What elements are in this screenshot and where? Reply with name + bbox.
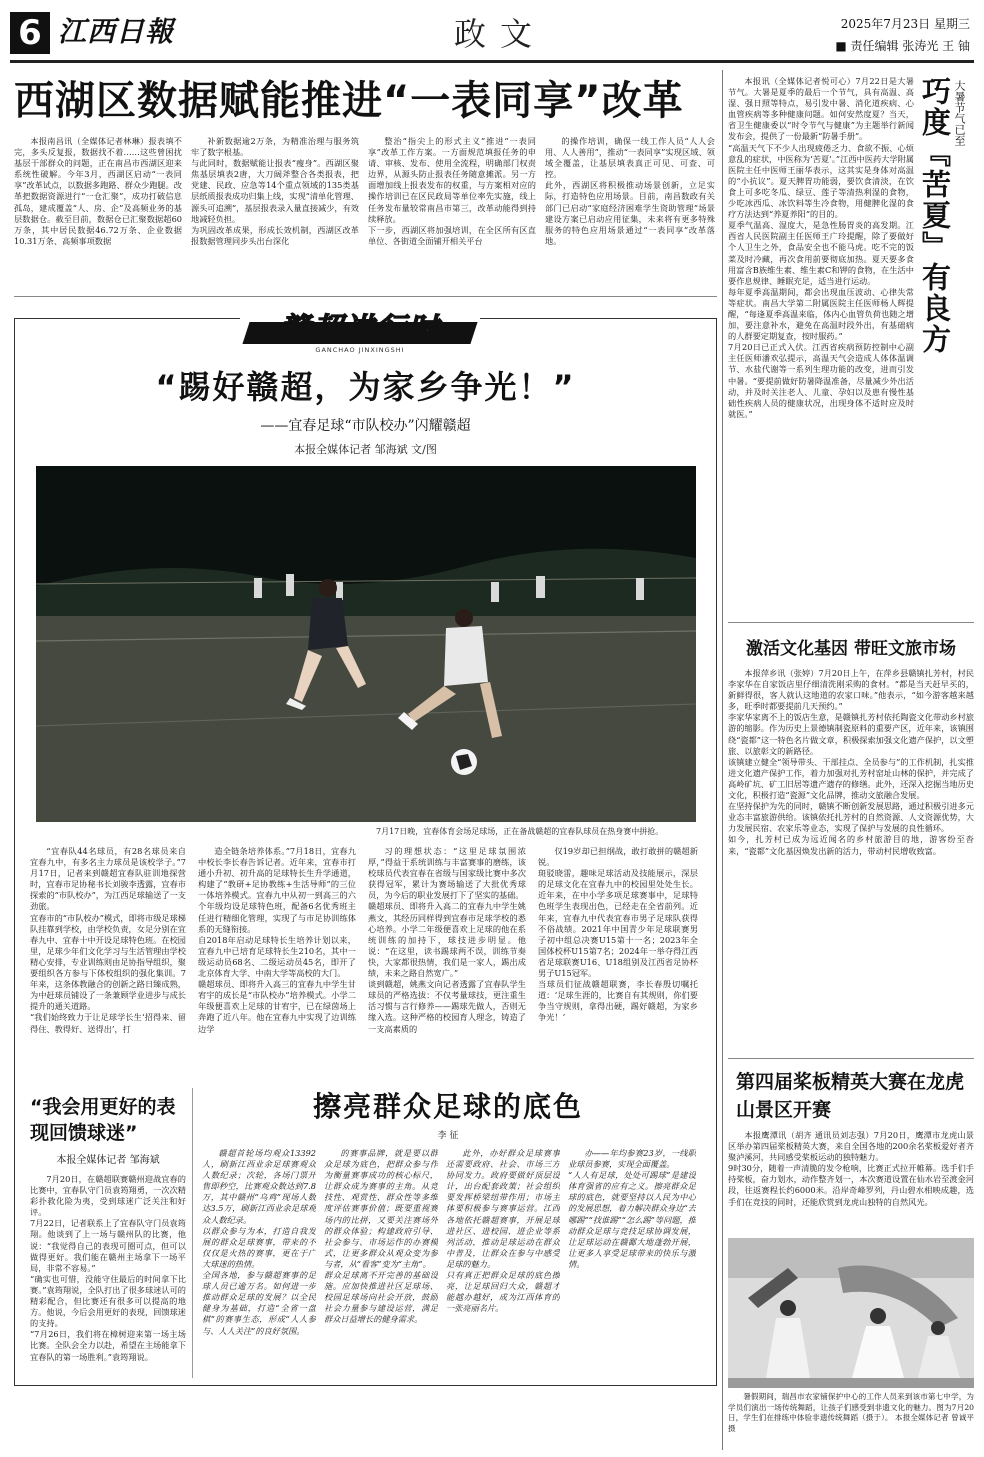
bottom-photo-caption: 暑假期间，瑞昌市农家铺保护中心的工作人员来到该市第七中学，为学员们演出一场传统舞蹈，让孩子们感受到非遗文化的魅力。图为7月20日，学生们在排练中体验非遗传统舞蹈（摄于）。 本报全媒体记者 曾诚平摄 <box>728 1392 974 1433</box>
sidebar-headline: “我会用更好的表现回馈球迷” <box>30 1096 176 1144</box>
culture-body: 本报萍乡讯（张婷）7月20日上午，在萍乡县赣镇扎芳村，村民李家华在自家饭店里仔细清洗刚采购的食材。“都是当天赶早买的，新鲜得很，客人就认这地道的农家口味。”他表示，“如今游客越来越多，旺季时都要提前几天预约。” 李家华家离不上的饭店生意，是赣镇扎芳村依托陶瓷文化带动乡村旅游的缩影。作为历史上景德镇制瓷原料的重要产区，近年来，该镇围绕“瓷都”这一特色名片做文章，积极探索加强文化遗产保护，以文塑旅、以旅彰文的新路径。 该镇建立健全“领导带头、干部挂点、全员参与”的工作机制，扎实推进文化遗产保护工作，着力加强对扎芳村窑址山林的保护，并完成了高岭矿坑、矿工旧居等遗产遗存的修缮。此外，还深入挖掘当地历史文化，积极打造“瓷源”文化品牌，推动文旅融合发展。 在坚持保护为先的同时，赣镇不断创新发展思路，通过积极引进多元业态丰富旅游供给。该镇依托扎芳村的自然资源、人文资源优势，大力发展民宿、农家乐等业态，实现了保护与发展的良性循环。 如今，扎芳村已成为远近闻名的乡村旅游目的地，游客纷至沓来，“瓷都”文化基因焕发出新的活力，带动村民增收致富。 <box>728 668 974 856</box>
sidebar-body: 7月20日，在赣超联赛赣州迎战宜春的比赛中，宜春队守门员袁筠翔勇，一次次精彩扑救化险为夷，受到球迷广泛关注和好评。 7月22日，记者联系上了宜春队守门员袁筠翔。他谈到了上一场与赣州队的比赛，他说：“我觉得自己的表现可圈可点，但可以做得更好。我们能在赣州主场拿下一场平局，非常不容易。” “确实也可惜，没能守住最后的时间拿下比赛。”袁筠翔说，全队打出了很多球迷认可的精彩配合，但比赛还有很多可以提高的地方。他说，今后会用更好的表现，回馈球迷的支持。 “7月26日，我们将在樟树迎来第一场主场比赛。全队会全力以赴，希望在主场能拿下宜春队的第一场胜利。”袁筠翔说。 <box>30 1174 186 1362</box>
vertical-divider <box>722 70 723 1450</box>
essay-column-2: 的赛事品牌，就是要以群众足球为底色，把群众参与作为衡量赛事成功的核心标尺，让群众成为赛事的主角。从竞技性、观赏性、群众性等多维度评估赛事价值；既要重视赛场内的比拼，又要关注赛场外的群众体验；构建政府引导、社会参与、市场运作的办赛模式，让更多群众从观众变为参与者，从“看客”变为“主角”。 群众足球离不开完善的基础设施。应加快推进社区足球场、校园足球场向社会开放，鼓励社会力量参与建设运营，满足群众日益增长的健身需求。 <box>324 1148 438 1325</box>
right-rule-1 <box>728 622 974 623</box>
lead-bottom-rule <box>14 296 717 297</box>
dance-scene-illustration <box>728 1238 974 1388</box>
sidebar-byline: 本报全媒体记者 邹海斌 <box>56 1155 160 1166</box>
feature-byline: 本报全媒体记者 邹海斌 文/图 <box>294 443 437 456</box>
section-title: 政文 <box>453 15 546 53</box>
photo-caption: 7月17日晚，宜春体育会场足球场，正在备战赣超的宜春队球员在热身赛中拼抢。 <box>376 827 664 836</box>
lead-headline: 西湖区数据赋能推进“一表同享”改革 <box>14 78 684 124</box>
feature-headline: “踢好赣超，为家乡争光！” <box>155 368 576 406</box>
essay-column-1: 赣超首轮场均观众13392人，刷新江西业余足球赛观众人数纪录；次轮，各场门票开售即秒空，比赛观众数达到7.8万，其中赣州“乌鸡”现场人数达3.5万，刷新江西业余足球观众人数纪录。 以群众参与为本，打造自我发展的群众足球赛事，带来的不仅仅是火热的赛事，更在于广大球迷的热情。 全国各地，参与赣超赛事的足球人员已逾万名。如何进一步推动群众足球的发展？以全民健身为基础，打造“全省一盘棋”的赛事生态，形成“人人参与、人人关注”的良好氛围。 <box>202 1148 316 1336</box>
essay-column-4: 办——年均参赛23岁，一线职业球员参赛，实现全面覆盖。 “人人有足球，处处可踢球”是建设体育强省的应有之义。擦亮群众足球的底色，就要坚持以人民为中心的发展思想，着力解决群众身边“去哪踢”“找谁踢”“怎么踢”等问题，推动群众足球与竞技足球协调发展，让足球运动在赣鄱大地蓬勃开展，让更多人享受足球带来的快乐与激情。 <box>568 1148 696 1269</box>
kicker-text: 大暑节气已至 <box>953 80 966 146</box>
competition-headline: 第四届桨板精英大赛在龙虎山景区开赛 <box>736 1071 965 1121</box>
feature-banner <box>240 310 480 356</box>
essay-column-3: 此外，办好群众足球赛事还需要政府、社会、市场三方协同发力。政府要做好顶层设计，出台配套政策；社会组织要发挥桥梁纽带作用；市场主体要积极参与赛事运营。江西各地依托赣超赛事，开展足球进社区、进校园、进企业等系列活动，推动足球运动在群众中普及，让群众在参与中感受足球的魅力。 只有真正把群众足球的底色擦亮，让足球回归大众，赣超才能越办越好，成为江西体育的一张亮丽名片。 <box>446 1148 560 1314</box>
feature-subheadline: ——宜春足球“市队校办”闪耀赣超 <box>260 418 471 434</box>
right-headline-text: 巧度『苦夏』有良方 <box>918 76 952 355</box>
lead-column-1: 本报南昌讯（全媒体记者林琳）报表填不完，多头反复报，数据找不着……这些曾困扰基层干部群众的问题，正在南昌市西湖区迎来系统性破解。今年3月，西湖区启动“一表同享”改革试点，以数据多跑路、群众少跑腿。改革把数据资源进行“一仓汇聚”，成功打破信息孤岛，建成覆盖“人、房、企”及高频业务的基层数据仓。截至目前，数据仓已汇聚数据超60万条，其中居民数据46.72万条、企业数据10.31万条、高频事项数据 <box>14 136 182 246</box>
football-scene-illustration <box>36 466 696 822</box>
banner-pinyin: GANCHAO JINXINGSHI <box>315 346 405 354</box>
right-feature-kicker <box>952 80 968 146</box>
paper-name: 江西日報 <box>58 15 175 48</box>
competition-body: 本报鹰潭讯（胡齐 通讯员刘志强）7月20日，鹰潭市龙虎山景区举办第四届桨板精英大赛，来自全国各地的200余名桨板爱好者齐聚泸溪河，共同感受桨板运动的独特魅力。 9时30分，随着一声清脆的发令枪响，比赛正式拉开帷幕。选手们手持桨板，奋力划水，动作整齐划一，本次赛道设置在仙水岩至渡金河段，往返赛程长约6000米。沿岸奇峰罗列，丹山碧水相映成趣，选手们在竞技的同时，还能欣赏到龙虎山独特的自然风光。 <box>728 1130 974 1207</box>
masthead-rule <box>10 60 974 63</box>
right-feature-headline <box>918 76 952 355</box>
essay-author: 李 征 <box>437 1131 459 1141</box>
football-photo <box>36 466 696 822</box>
ball <box>451 749 477 775</box>
editor-line: ■ 责任编辑 张涛光 王 铀 <box>835 39 970 53</box>
essay-divider <box>192 1088 193 1378</box>
feature-column-2: 造全链条培养体系。”7月18日，宜春九中校长李长春告诉记者。近年来，宜春市打通小升初、初升高的足球特长生升学通道，构建了“教研+足协教练+生活导师”的三位一体培养模式。宜春九中从初一到高三的六个年级均设足球特色班，配备6名优秀班主任进行精细化管理，实现了与市足协训练体系的无缝衔接。 自2018年启动足球特长生培养计划以来，宜春九中已培育足球特长生210名，其中一级运动员68名、二级运动员45名，即开了北京体育大学、中南大学等高校的大门。 赣超球员、即将升入高三的宜春九中学生甘宥宇的成长是“市队校办”培养模式。小学二年级便喜欢上足球的甘宥宇，已在绿茵场上奔跑了近八年。他在宜春九中实现了边训练边学 <box>198 846 356 1034</box>
banner-title: 赣超进行时 <box>280 312 440 347</box>
dance-photo <box>728 1238 974 1388</box>
page-number-box <box>10 12 50 54</box>
right-rule-2 <box>728 1058 974 1059</box>
essay-headline: 擦亮群众足球的底色 <box>312 1090 583 1123</box>
culture-headline: 激活文化基因 带旺文旅市场 <box>746 639 956 659</box>
lead-column-3: 整治“指尖上的形式主义”推进“一表同享”改革工作方案。一方面规范填报任务的申请、审核、发布、使用全流程，明确部门权责边界，从源头防止报表任务随意摊派。另一方面增加线上报表发布的权重，与方案相对应的操作培训已在区民政局等单位率先实施，线上任务发布量较常南昌市第三，改革动能得到持续释放。 下一步，西湖区将加强培训，在全区所有区直单位、各街道全面铺开相关平台 <box>368 136 536 246</box>
feature-column-3: 习的理想状态：“这里足球氛围浓厚，”得益于系统训练与丰富赛事的磨练，该校球员代表宜春在省级与国家级比赛中多次获得冠军，累计为赛场输送了大批优秀球员，为今后的职业发展打下了坚实的基础。 赣超球员、即将升入高二的宜春九中学生姚燕文，其经历同样得到宜春市足球学校的悉心培养。小学二年级便喜欢上足球的他在系统训练的加持下，球技进步明显。他说：“在这里，读书踢球两不误，训练节奏快，大家都很热情，我们是一家人，踢出成绩，未来之路自然宽广。” 谈到赣超，姚燕文向记者透露了宜春队学生球员的严格选拔：不仅考量球技，更注重生活习惯与言行修养——踢球先做人，否则无缘入选。这种严格的校园育人理念，铸造了一支高素质的 <box>368 846 526 1034</box>
page-number: 6 <box>18 13 42 53</box>
date-line: 2025年7月23日 星期三 <box>840 17 970 31</box>
right-feature-body: 本报讯（全媒体记者悦可心）7月22日是大暑节气。大暑是夏季的最后一个节气，具有高温、高湿、强日照等特点，易引发中暑、消化道疾病、心血管疾病等多种健康问题。如何安然度夏？当天，省卫生健康委以“时令节气与健康”为主题举行新闻发布会，提供了一份最新“防暑手册”。 “高温天气下不少人出现疲倦乏力、食欲不振、心烦意乱的症状，中医称为‘苦夏’。”江西中医药大学附属医院主任中医师王丽华表示，这其实是身体对高温的“小抗议”。夏天脾胃功能弱，要饮食清淡，在饮食上可多吃冬瓜、绿豆、莲子等清热利湿的食物，少吃冰西瓜、冰饮料等生冷食物，用健脾化湿的食疗方法达到“养夏养阳”的目的。 夏季气温高、湿度大，是急性肠胃炎的高发期。江西省人民医院副主任医师王广玲提醒，除了要做好个人卫生之外，食品安全也不能马虎。吃不完的饭菜及时冷藏，再次食用前要彻底加热。夏天要多食用富含B族维生素、维生素C和钾的食物，在生活中要作息规律、睡眠充足，适当进行运动。 每年夏季高温期间，都会出现血压波动、心律失常等症状。南昌大学第二附属医院主任医师杨人辉提醒，“每逢夏季高温来临，体内心血管负荷也随之增加，要注意补水，避免在高温时段外出，有基础病的人群要定期复查，按时服药。” 7月20日已正式入伏。江西省疾病预防控制中心副主任医师潘欢弘提示，高温天气会造成人体体温调节、水盐代谢等一系列生理功能的改变，进而引发中暑。“要提前做好防暑降温准备，尽量减少外出活动，并及时关注老人、儿童、孕妇以及患有慢性基础性疾病人员的健康状况，出现身体不适时应及时就医。” <box>728 76 914 419</box>
feature-column-4: 仅19岁却已担纲战，敢打敢拼的赣超新锐。 斑驳晓雷，趣味足球活动及技能展示，深层的足球文化在宜春九中的校园里处处生长。近年来，在中小学多项足球赛事中，足球特色班学生表现出色，已经走在全省前列。近年来，宜春九中代表宜春市男子足球队获得不俗战绩。2021年中国青少年足球联赛男子初中组总决赛U15第十一名；2023年全国体校杯U15第7名；2024年一举夺得江西省足球联赛U16、U18组别及江西省足协杯男子U15冠军。 当球员们征战赣超联赛，李长春殷切嘱托道：‘足球生涯的，比赛自有其规则，你们要争当守规则，拿得出硬，踢好赣超，为家乡争光！’ <box>538 846 698 1023</box>
lead-column-2: 补新数据逾2万条，为精准治理与服务筑牢了数字根基。 与此同时，数据赋能让报表“瘦身”。西湖区聚焦基层填表2唐，大刀阔斧整合各类报表，把党建、民政、应急等14个重点领域的135类基层纸质报表成功归集上线，实现“清单化管理、源头可追溯”，基层报表录入量直接减少，有效地减轻负担。 为巩固改革成果，形成长效机制，西湖区改革报数据管理同步头出台深化 <box>191 136 359 246</box>
lead-column-4: 的操作培训，确保一线工作人员“人人会用、人人善用”，推动“一表同享”实现区域、领域全覆盖，让基层填表真正可见、可查、可控。 此外，西湖区将积极推动场景创新，立足实际，打造特色应用场景。目前，南昌数政有关部门已启动“家庭经济困难学生资助管理”场景建设方案已启动应用征集，未来将有更多特殊服务的特色应用场景通过“一表同享”改革落地。 <box>545 136 715 246</box>
feature-column-1: “宜春队44名球员，有28名球员来自宜春九中，有多名主力球员是该校学子。”7月17日，记者来到赣超宜春队驻训地探营时，宜春市足协秘书长刘骏李透露，宜春市探索的“市队校办”，为江西足球输送了一支劲旅。 宜春市的“市队校办”模式，即将市级足球梯队挂靠到学校，由学校负责，女足分别在宜春九中、宜春十中开设足球特色班。在校园里，足球少年们文化学习与生活管理由学校精心安排，专业训练则由足协指导组织，聚要组织各方参与下体校组织的强化集训。7年来，这条体教融合的创新之路日臻成熟，为中赶球员铺设了一条兼顾学业进步与成长提升的通关道路。 “我们始终致力于让足球学长生‘招得来、留得住、教得好、送得出’，打 <box>30 846 186 1034</box>
